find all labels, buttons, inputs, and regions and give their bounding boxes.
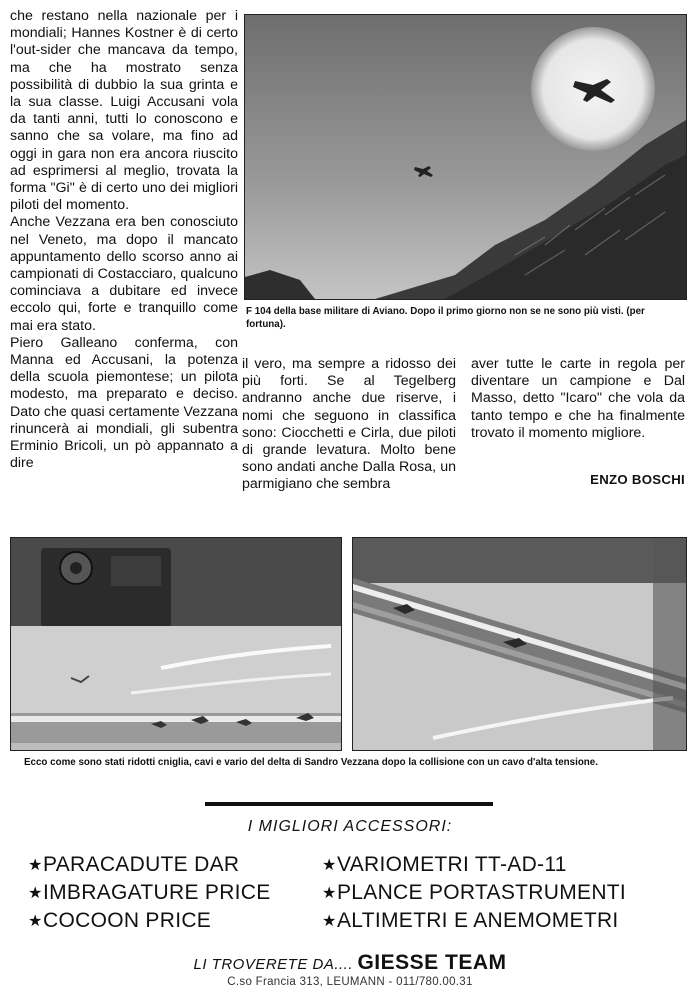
- article-column-3: [471, 356, 685, 442]
- ad-item: ★ALTIMETRI E ANEMOMETRI: [322, 907, 626, 935]
- article-paragraph: Piero Galleano conferma, con Manna ed Accusani, la potenza della scuola piemontese; un pilota modesto, ma preparato e deciso. Dato che quasi certamente Vezzana rinuncerà ai mondiali, gli subentra Erminio Bricoli, un pò appannato a dire: [10, 334, 238, 472]
- photo-jets-over-mountain: [244, 14, 687, 300]
- star-bullet-icon: ★: [28, 885, 43, 902]
- ad-item: ★PARACADUTE DAR: [28, 851, 271, 879]
- ad-divider: [205, 802, 493, 806]
- ad-item: ★PLANCE PORTASTRUMENTI: [322, 879, 626, 907]
- ad-footer-lead: LI TROVERETE DA....: [193, 956, 354, 973]
- star-bullet-icon: ★: [28, 857, 43, 874]
- ad-list-right: [322, 851, 626, 935]
- ad-address: C.so Francia 313, LEUMANN - 011/780.00.31: [227, 976, 473, 988]
- article-paragraph: che restano nella nazionale per i mondiali; Hannes Kostner è di certo l'out-sider che mancava da tempo, ma che ha mostrato senza possibilità di dubbio la sua grinta e la sua classe. Luigi Accusani vola da tanti anni, tutti lo conoscono e sanno che sa volare, ma fino ad oggi in gara non era ancora riuscito ad esprimersi al meglio, trovata la forma "Gi" è di certo uno dei migliori piloti del momento.: [10, 8, 238, 214]
- star-bullet-icon: ★: [322, 885, 337, 902]
- article-column-2: [242, 356, 456, 494]
- ad-heading: I MIGLIORI ACCESSORI:: [247, 818, 453, 835]
- star-bullet-icon: ★: [322, 857, 337, 874]
- photo-damaged-instruments: [10, 537, 342, 751]
- author-signature: ENZO BOSCHI: [590, 472, 685, 487]
- ad-list-left: [28, 851, 271, 935]
- photo-caption-bottom: Ecco come sono stati ridotti cniglia, cavi e vario del delta di Sandro Vezzana dopo la collisione con un cavo d'alta tensione.: [24, 757, 598, 768]
- ad-team-name: GIESSE TEAM: [357, 951, 507, 974]
- star-bullet-icon: ★: [322, 913, 337, 930]
- ad-item: ★IMBRAGATURE PRICE: [28, 879, 271, 907]
- article-column-1: [10, 8, 238, 472]
- article-paragraph: il vero, ma sempre a ridosso dei più forti. Se al Tegelberg andranno anche due riserve, i nomi che seguono in classifica sono: Ciocchetti e Cirla, due piloti di grande levatura. Molto bene sono andati anche Dalla Rosa, un parmigiano che sembra: [242, 356, 456, 493]
- photo-damaged-tube: [352, 537, 687, 751]
- star-bullet-icon: ★: [28, 913, 43, 930]
- ad-footer: [0, 951, 700, 975]
- ad-item: ★VARIOMETRI TT-AD-11: [322, 851, 626, 879]
- article-paragraph: Anche Vezzana era ben conosciuto nel Veneto, ma dopo il mancato appuntamento dello scorso anno ai campionati di Costacciaro, qualcuno cominciava a dubitare ed invece eccolo qui, forte e tranquillo come mai era stato.: [10, 214, 238, 334]
- photo-caption-top: F 104 della base militare di Aviano. Dopo il primo giorno non se ne sono più visti. (per fortuna).: [246, 306, 645, 330]
- ad-item: ★COCOON PRICE: [28, 907, 271, 935]
- article-paragraph: aver tutte le carte in regola per diventare un campione e Dal Masso, detto "Icaro" che vola da tanto tempo e che ha finalmente trovato il momento migliore.: [471, 356, 685, 441]
